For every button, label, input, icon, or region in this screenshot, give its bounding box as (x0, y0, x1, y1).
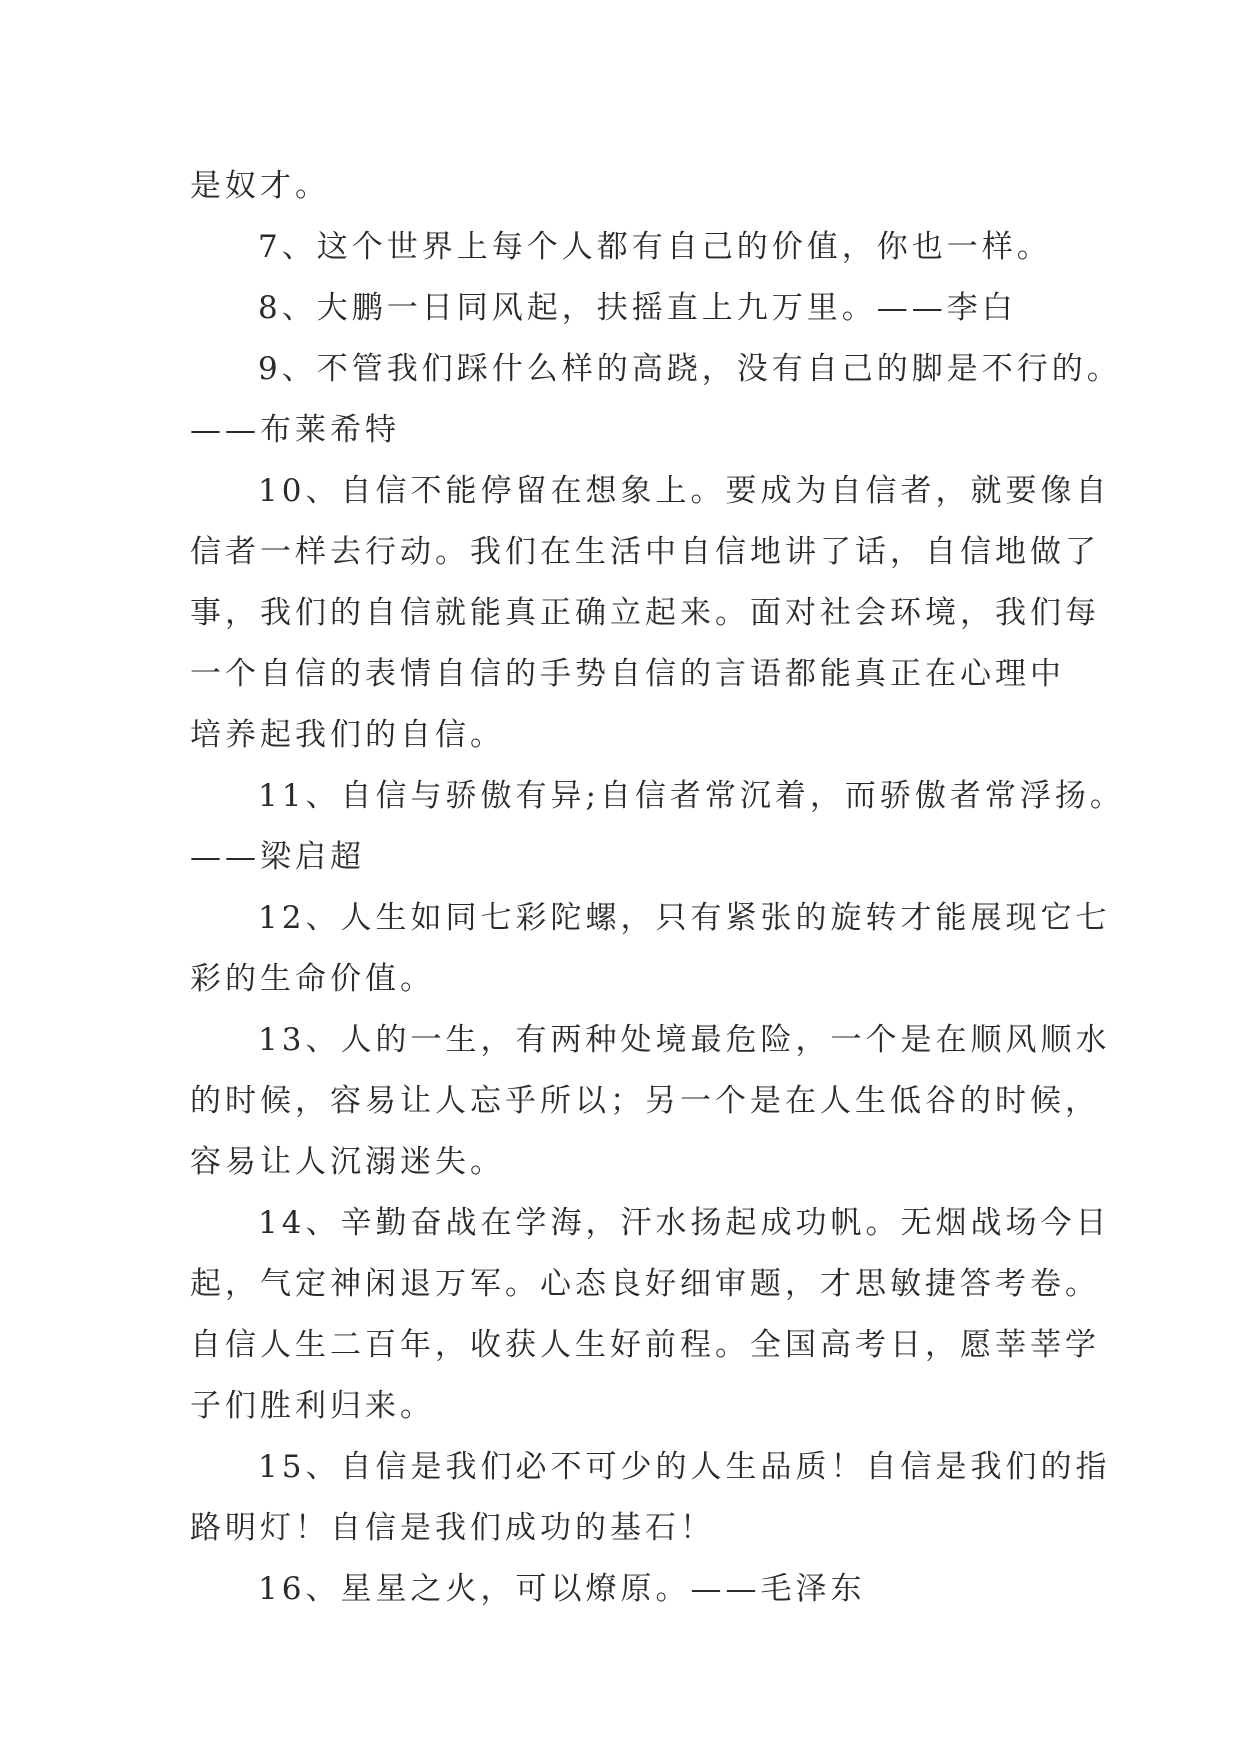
paragraph-continuation (190, 156, 1070, 217)
quote-author: ——布莱希特 (190, 412, 400, 448)
text-line: 自信人生二百年，收获人生好前程。全国高考日，愿莘莘学 (190, 1327, 1100, 1363)
text-line: 15、自信是我们必不可少的人生品质！自信是我们的指 (258, 1449, 1111, 1485)
text-line: 10、自信不能停留在想象上。要成为自信者，就要像自 (258, 473, 1111, 509)
quote-12 (190, 888, 1111, 1010)
text-line: 的时候，容易让人忘乎所以；另一个是在人生低谷的时候， (190, 1083, 1100, 1119)
quote-15 (190, 1437, 1111, 1559)
quote-10 (190, 461, 1111, 766)
text-line: 一个自信的表情自信的手势自信的言语都能真正在心理中 (190, 656, 1065, 692)
text-line: 7、这个世界上每个人都有自己的价值，你也一样。 (258, 229, 1052, 265)
quote-author: ——梁启超 (190, 839, 365, 875)
text-line: 12、人生如同七彩陀螺，只有紧张的旋转才能展现它七 (258, 900, 1111, 936)
quote-7 (190, 217, 1070, 278)
text-line: 子们胜利归来。 (190, 1388, 435, 1424)
text-line: 16、星星之火，可以燎原。——毛泽东 (258, 1571, 866, 1607)
text-line: 信者一样去行动。我们在生活中自信地讲了话，自信地做了 (190, 534, 1100, 570)
text-line: 9、不管我们踩什么样的高跷，没有自己的脚是不行的。 (258, 351, 1122, 387)
quote-11 (190, 766, 1125, 888)
document-body (190, 156, 1125, 1620)
text-line: 8、大鹏一日同风起，扶摇直上九万里。——李白 (258, 290, 1017, 326)
text-line: 11、自信与骄傲有异;自信者常沉着，而骄傲者常浮扬。 (258, 778, 1125, 814)
quote-9 (190, 339, 1122, 461)
quote-16 (190, 1559, 1070, 1620)
text-line: 事，我们的自信就能真正确立起来。面对社会环境，我们每 (190, 595, 1100, 631)
quote-8 (190, 278, 1070, 339)
text-line: 13、人的一生，有两种处境最危险，一个是在顺风顺水 (258, 1022, 1111, 1058)
text-line: 路明灯！自信是我们成功的基石！ (190, 1510, 715, 1546)
quote-14 (190, 1193, 1111, 1437)
text-line: 培养起我们的自信。 (190, 717, 505, 753)
text-line: 容易让人沉溺迷失。 (190, 1144, 505, 1180)
quote-13 (190, 1010, 1111, 1193)
text-line: 14、辛勤奋战在学海，汗水扬起成功帆。无烟战场今日 (258, 1205, 1111, 1241)
text-line: 彩的生命价值。 (190, 961, 435, 997)
text-line: 是奴才。 (190, 168, 330, 204)
text-line: 起，气定神闲退万军。心态良好细审题，才思敏捷答考卷。 (190, 1266, 1100, 1302)
